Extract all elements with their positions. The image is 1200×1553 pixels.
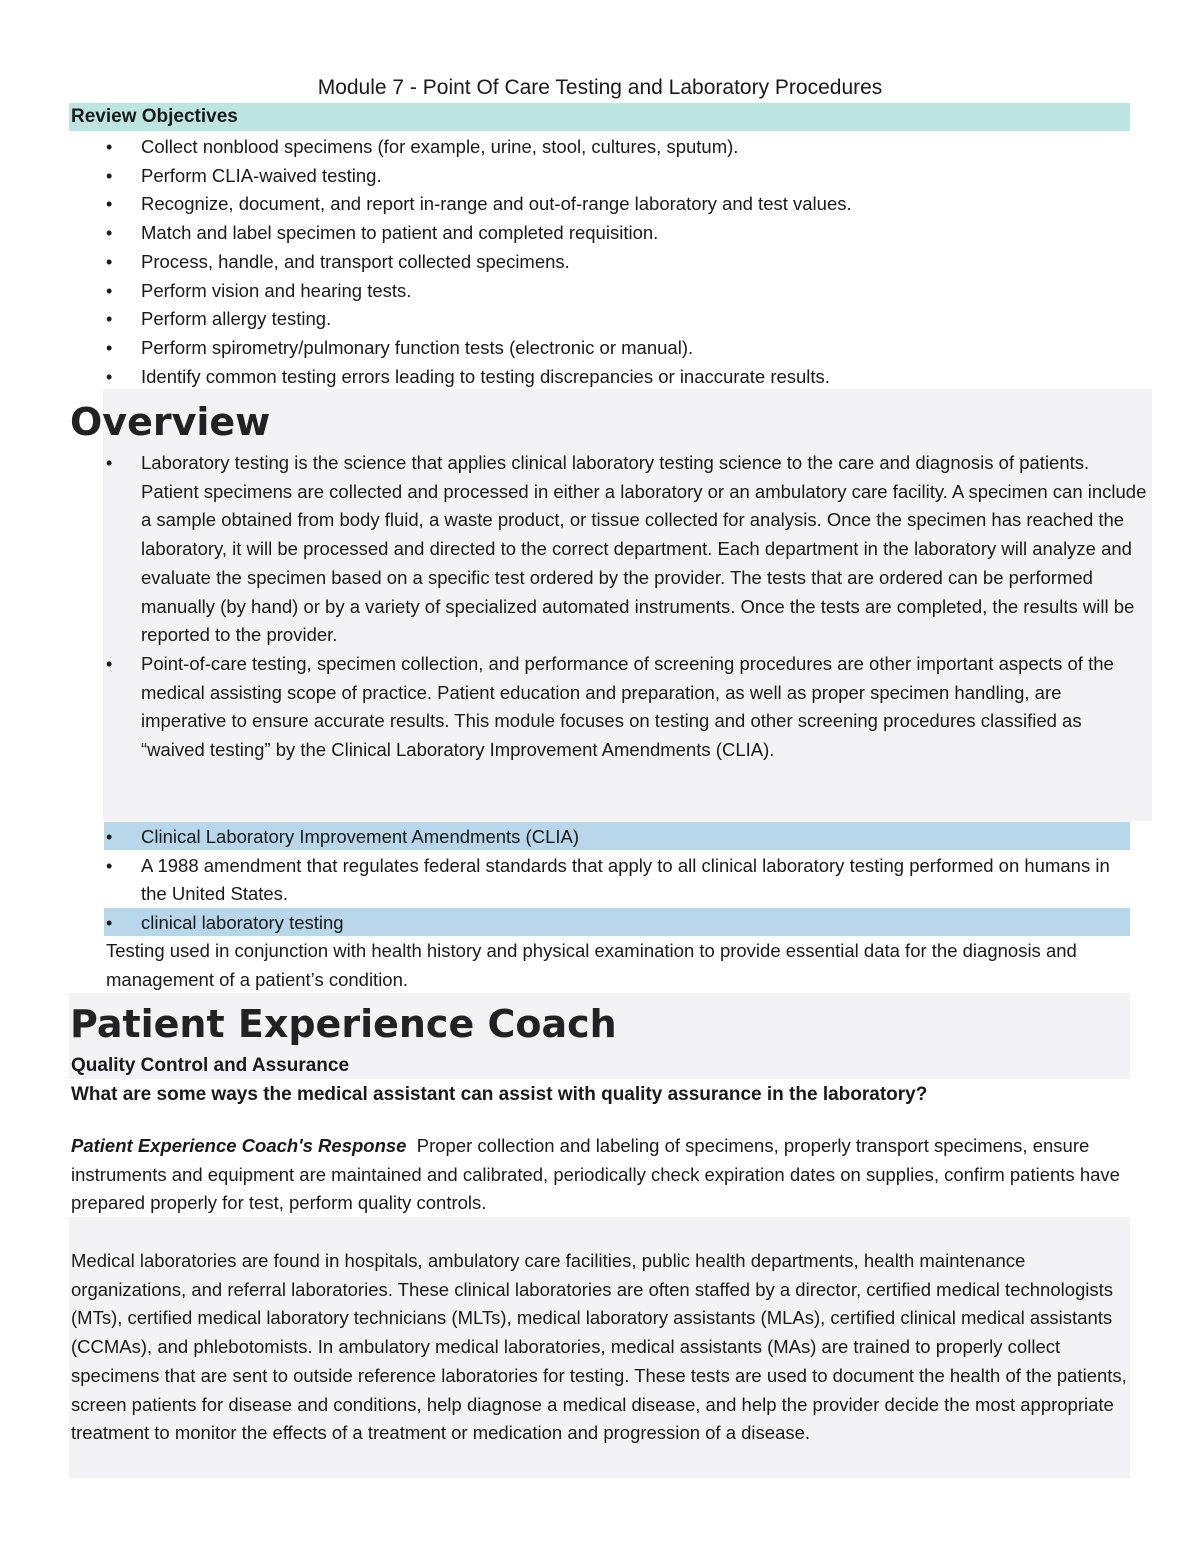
objective-item: • Process, handle, and transport collected specimens. [141,248,1131,277]
term-item: • Clinical Laboratory Improvement Amendments (CLIA) [141,823,1131,852]
objective-item: • Perform CLIA-waived testing. [141,162,1131,191]
objective-item: • Identify common testing errors leading to testing discrepancies or inaccurate results. [141,363,1131,392]
overview-list [141,449,1149,765]
overview-heading: Overview [70,400,271,444]
coach-subheading: Quality Control and Assurance [71,1055,350,1076]
coach-response-label: Patient Experience Coach's Response [71,1135,407,1156]
term-item: • clinical laboratory testing [141,909,1131,938]
document-title: Module 7 - Point Of Care Testing and Laboratory Procedures [317,76,883,99]
review-objectives-list [141,133,1131,391]
objective-item: • Collect nonblood specimens (for example, urine, stool, cultures, sputum). [141,133,1131,162]
overview-item: • Point-of-care testing, specimen collection, and performance of screening procedures are other important aspects of the medical assisting scope of practice. Patient education and preparation, as well as proper specimen handling, are imperative to ensure accurate results. This module focuses on testing and other screening procedures classified as “waived testing” by the Clinical Laboratory Improvement Amendments (CLIA). [141,650,1149,765]
body-paragraph: Medical laboratories are found in hospitals, ambulatory care facilities, public health departments, health maintenance organizations, and referral laboratories. These clinical laboratories are often staffed by a director, certified medical technologists (MTs), certified medical laboratory technicians (MLTs), medical laboratory assistants (MLAs), certified clinical medical assistants (CCMAs), and phlebotomists. In ambulatory medical laboratories, medical assistants (MAs) are trained to properly collect specimens that are sent to outside reference laboratories for testing. These tests are used to document the health of the patients, screen patients for disease and conditions, help diagnose a medical disease, and help the provider decide the most appropriate treatment to monitor the effects of a treatment or medication and progression of a disease. [71,1250,1127,1444]
objective-item: • Perform allergy testing. [141,305,1131,334]
objective-item: • Match and label specimen to patient and completed requisition. [141,219,1131,248]
coach-response-text: Proper collection and labeling of specimens, properly transport specimens, ensure instruments and equipment are maintained and calibrated, periodically check expiration dates on supplies, confirm patients have prepared properly for test, perform quality controls. [71,1135,1120,1214]
coach-question: What are some ways the medical assistant can assist with quality assurance in the laboratory? [71,1084,928,1105]
term-definition-item: • A 1988 amendment that regulates federal standards that apply to all clinical laboratory testing performed on humans in the United States. [141,852,1131,909]
review-objectives-heading: Review Objectives [69,103,1130,131]
objective-item: • Recognize, document, and report in-range and out-of-range laboratory and test values. [141,190,1131,219]
term-definition: Testing used in conjunction with health history and physical examination to provide essential data for the diagnosis and management of a patient’s condition. [106,940,1077,990]
objective-item: • Perform spirometry/pulmonary function tests (electronic or manual). [141,334,1131,363]
coach-response [71,1132,1131,1218]
terms-list [141,823,1131,938]
overview-item: • Laboratory testing is the science that applies clinical laboratory testing science to the care and diagnosis of patients. Patient specimens are collected and processed in either a laboratory or an ambulatory care facility. A specimen can include a sample obtained from body fluid, a waste product, or tissue collected for analysis. Once the specimen has reached the laboratory, it will be processed and directed to the correct department. Each department in the laboratory will analyze and evaluate the specimen based on a specific test ordered by the provider. The tests that are ordered can be performed manually (by hand) or by a variety of specialized automated instruments. Once the tests are completed, the results will be reported to the provider. [141,449,1149,650]
coach-heading: Patient Experience Coach [70,1002,617,1046]
objective-item: • Perform vision and hearing tests. [141,277,1131,306]
